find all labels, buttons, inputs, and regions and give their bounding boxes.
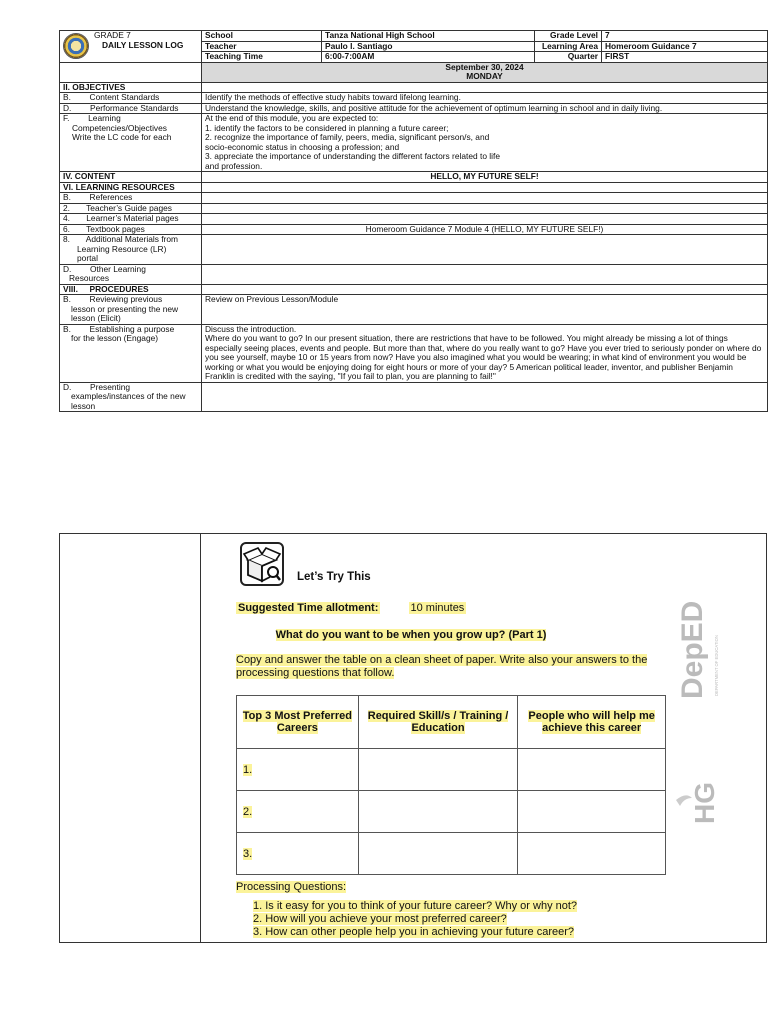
daily-lesson-log-table <box>59 30 768 412</box>
career-table <box>236 695 666 875</box>
competencies-label: F. Learning Competencies/Objectives Write the LC code for each <box>60 114 202 172</box>
list-item: 2. How will you achieve your most preferred career? <box>253 913 507 925</box>
objectives-heading: II. OBJECTIVES <box>60 82 202 93</box>
teaching-time-label: Teaching Time <box>202 52 322 63</box>
activity-page <box>59 533 767 943</box>
activity-title: Let’s Try This <box>297 571 371 583</box>
hg-logo-text: HG <box>689 782 720 824</box>
activity-question: What do you want to be when you grow up? (Part 1) <box>275 629 547 641</box>
teacher-label: Teacher <box>202 41 322 52</box>
presenting-label: D. Presenting examples/instances of the new lesson <box>60 382 202 412</box>
time-allotment <box>236 602 466 614</box>
purpose-label: B. Establishing a purpose for the lesson (Engage) <box>60 324 202 382</box>
learning-area-label: Learning Area <box>535 41 602 52</box>
hg-logo-icon <box>674 752 724 827</box>
procedures-heading: VIII. PROCEDURES <box>60 284 202 295</box>
quarter-value: FIRST <box>602 52 768 63</box>
left-label-column <box>59 533 200 943</box>
log-title: DAILY LESSON LOG <box>102 40 184 50</box>
day: MONDAY <box>466 71 503 81</box>
open-box-magnifier-icon <box>240 542 284 586</box>
school-value: Tanza National High School <box>322 31 535 42</box>
content-heading: IV. CONTENT <box>60 172 202 183</box>
deped-logo-text: DepED <box>676 600 709 699</box>
purpose-value: Discuss the introduction. Where do you want to go? In our present situation, there are restrictions that have to be followed. You might already be missing a lot of things especially seeing places, events and people. But more than that, where do you really want to go? Have you ever tried to seriously ponder on where do you see yourself, maybe 10 or 15 years from now? Have you also imagined what you would be wearing; in what kind of environment you would be working or what you would be enjoying doing for eight hours or more of your day? 5 American political leader, inventor, and publisher Benjamin Franklin is credited with the saying, "If you fail to plan, you are planning to fail!" <box>202 324 768 382</box>
content-value: HELLO, MY FUTURE SELF! <box>202 172 768 183</box>
logo-cell <box>60 31 202 63</box>
performance-standards-value: Understand the knowledge, skills, and positive attitude for the achievement of optimum learning in school and in daily living. <box>202 103 768 114</box>
reviewing-label: B. Reviewing previous lesson or presenting the new lesson (Elicit) <box>60 295 202 325</box>
table-row: 1. <box>237 749 359 791</box>
deped-caption-text: DEPARTMENT OF EDUCATION <box>714 635 719 696</box>
other-resources-label: D. Other Learning Resources <box>60 264 202 284</box>
deped-logo-icon <box>674 596 724 701</box>
list-item: 3. How can other people help you in achieving your future career? <box>253 926 575 938</box>
career-header-1: Top 3 Most Preferred Careers <box>237 696 359 749</box>
quarter-label: Quarter <box>535 52 602 63</box>
date: September 30, 2024 <box>445 61 524 72</box>
grade-level-value: 7 <box>602 31 768 42</box>
list-item: 1. Is it easy for you to think of your future career? Why or why not? <box>253 900 578 912</box>
career-header-2: Required Skill/s / Training / Education <box>358 696 518 749</box>
deped-seal-icon <box>63 33 89 59</box>
date-cell <box>202 62 768 82</box>
grade-label: GRADE 7 <box>94 30 131 40</box>
references-label: B. References <box>60 193 202 204</box>
content-standards-value: Identify the methods of effective study habits toward lifelong learning. <box>202 93 768 104</box>
teaching-time-value: 6:00-7:00AM <box>322 52 535 63</box>
date-blank-cell <box>60 62 202 82</box>
reviewing-value: Review on Previous Lesson/Module <box>202 295 768 325</box>
activity-instructions: Copy and answer the table on a clean sheet of paper. Write also your answers to the processing questions that follow. <box>236 654 648 679</box>
performance-standards-label: D. Performance Standards <box>60 103 202 114</box>
table-row: 2. <box>237 791 359 833</box>
time-allotment-value: 10 minutes <box>410 602 465 614</box>
textbook-label: 6. Textbook pages <box>60 224 202 235</box>
teachers-guide-label: 2. Teacher’s Guide pages <box>60 203 202 214</box>
content-standards-label: B. Content Standards <box>60 93 202 104</box>
resources-heading: VI. LEARNING RESOURCES <box>60 182 202 193</box>
additional-materials-label: 8. Additional Materials from Learning Resource (LR) portal <box>60 235 202 265</box>
grade-level-label: Grade Level <box>535 31 602 42</box>
career-header-3: People who will help me achieve this career <box>518 696 666 749</box>
processing-questions-title: Processing Questions: <box>236 881 347 893</box>
learners-material-label: 4. Learner’s Material pages <box>60 214 202 225</box>
school-label: School <box>202 31 322 42</box>
table-row: 3. <box>237 833 359 875</box>
processing-questions-list <box>253 900 577 939</box>
activity-scan <box>200 533 767 943</box>
presenting-value <box>202 382 768 412</box>
textbook-value: Homeroom Guidance 7 Module 4 (HELLO, MY FUTURE SELF!) <box>202 224 768 235</box>
time-allotment-label: Suggested Time allotment: <box>238 602 379 614</box>
competencies-value: At the end of this module, you are expected to: 1. identify the factors to be considered in planning a future career; 2. recognize the importance of family, peers, media, significant person/s, and socio-economic status in choosing a profession; and 3. appreciate the importance of understanding the different factors related to life and profession. <box>202 114 768 172</box>
learning-area-value: Homeroom Guidance 7 <box>602 41 768 52</box>
teacher-value: Paulo I. Santiago <box>322 41 535 52</box>
